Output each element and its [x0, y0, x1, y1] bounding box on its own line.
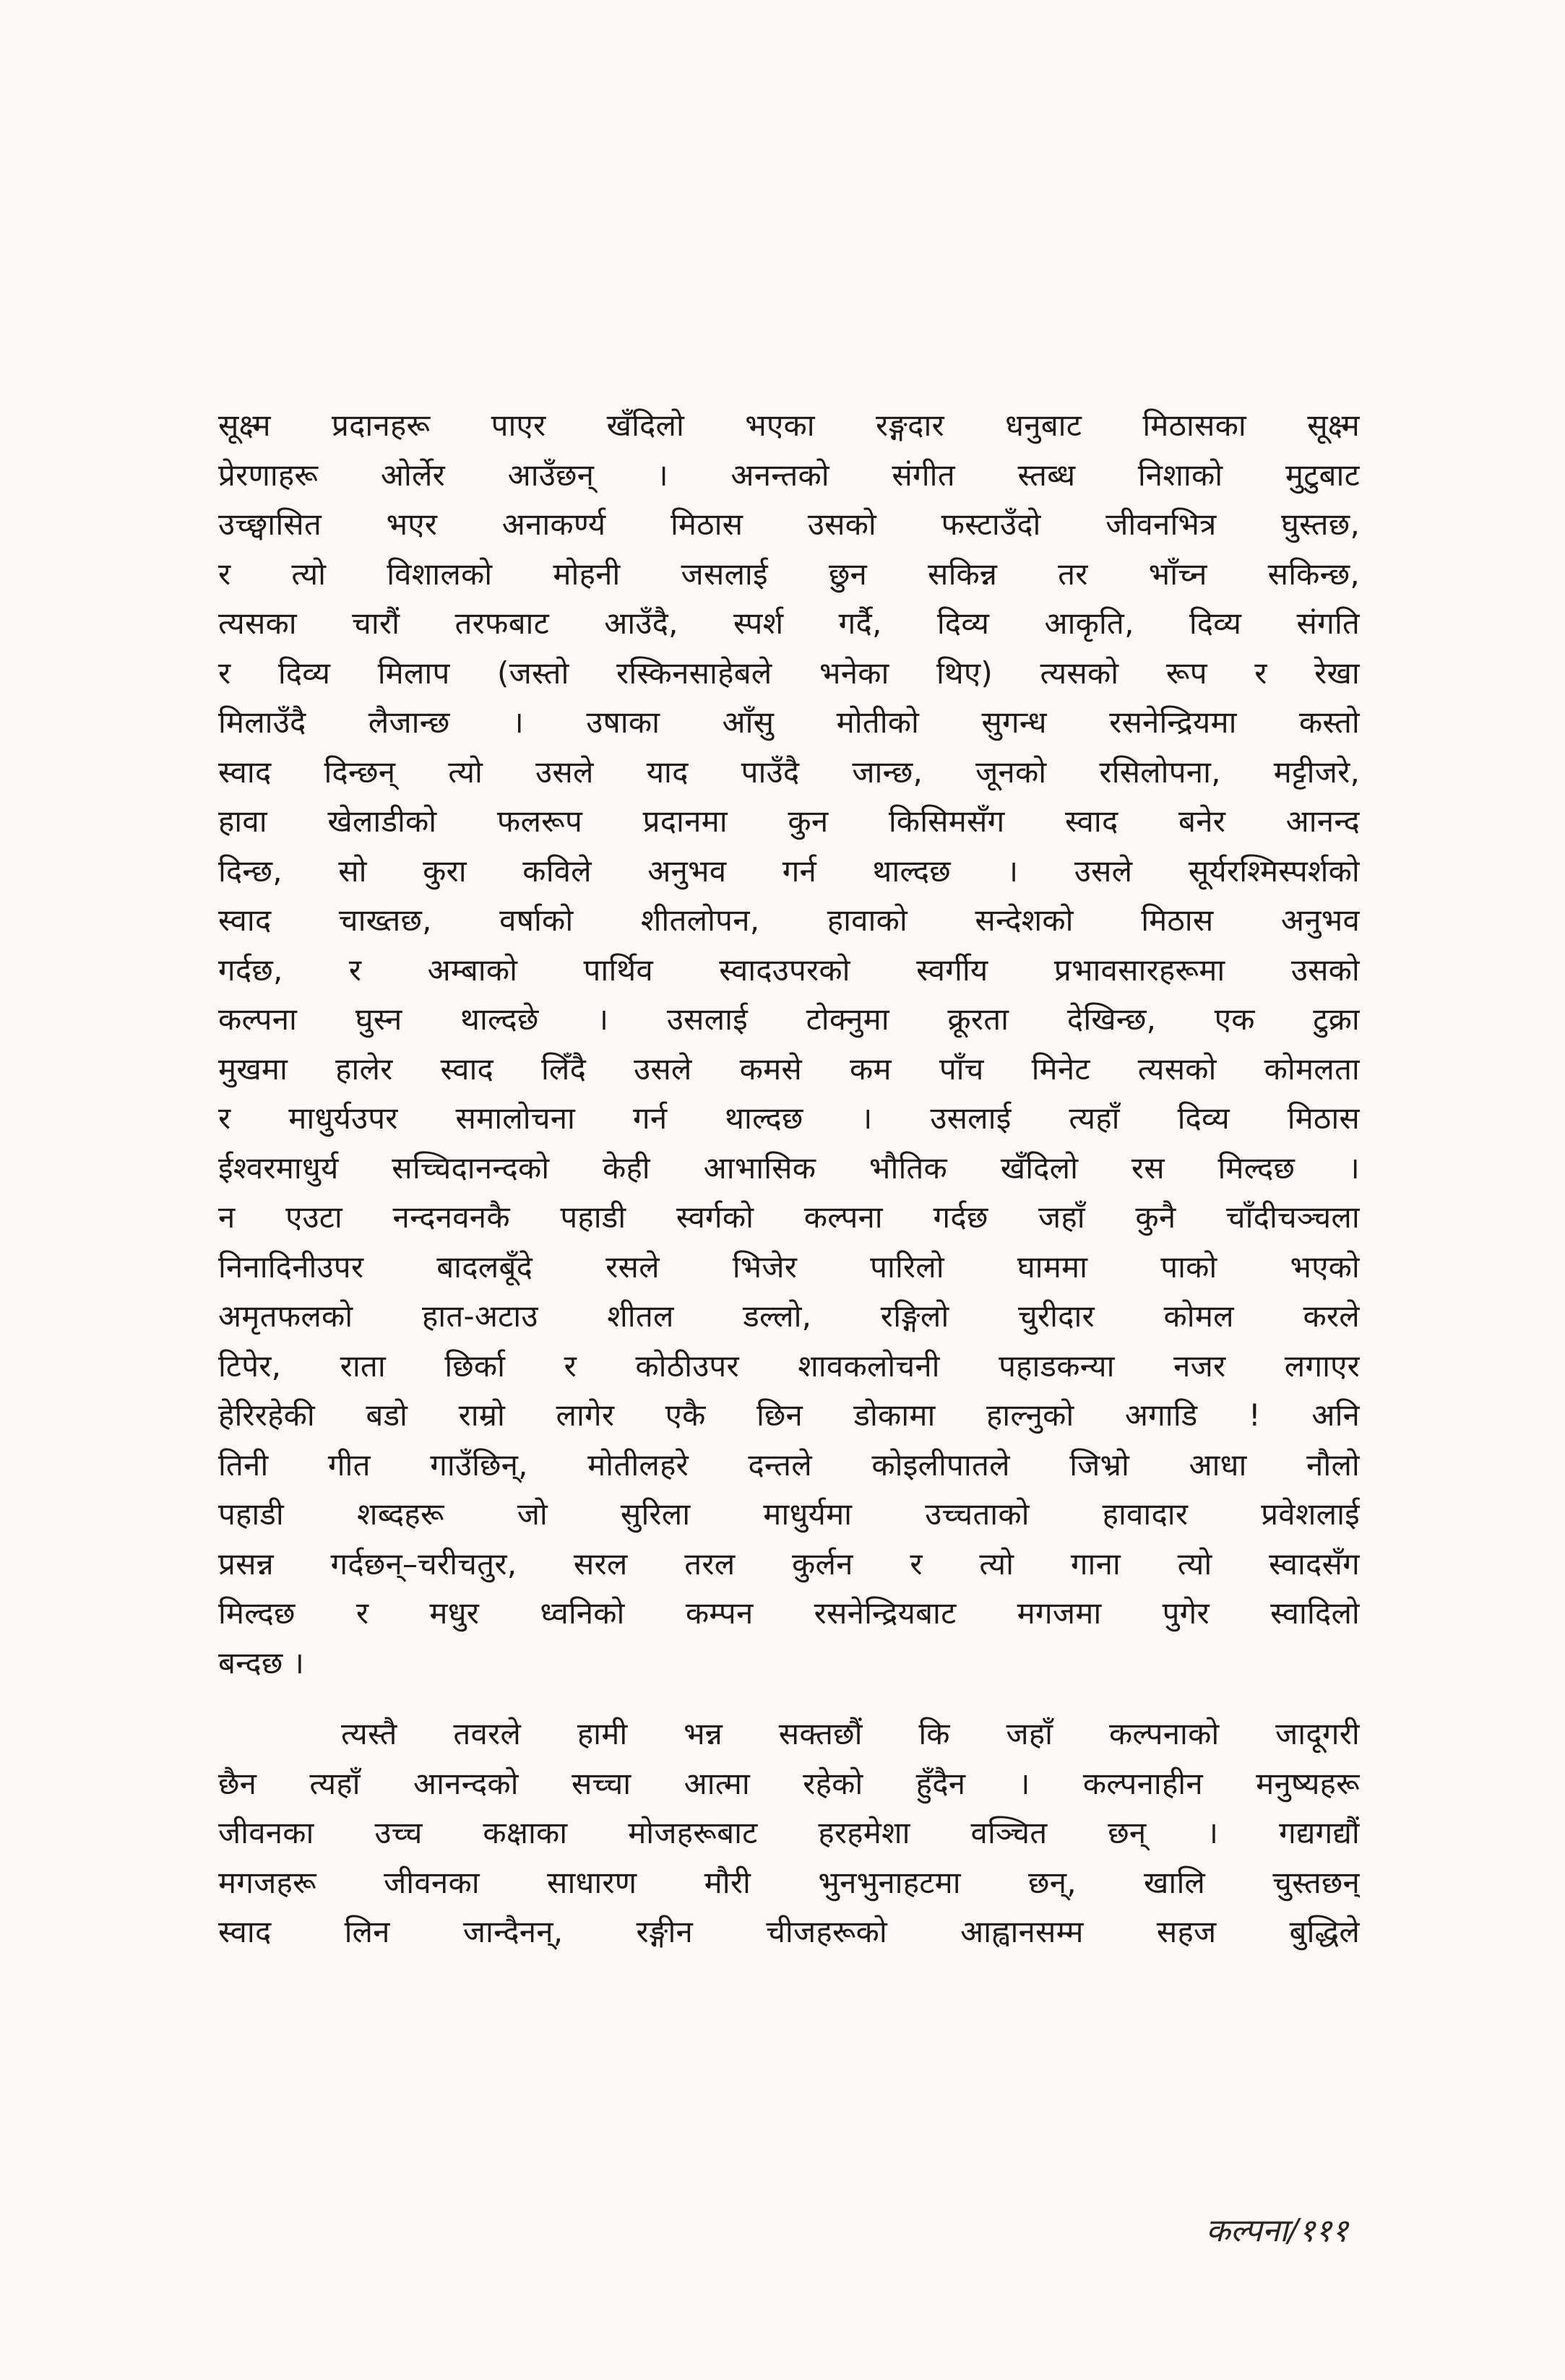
paragraph-gap	[218, 1688, 1360, 1709]
text-line: हावा खेलाडीको फलरूप प्रदानमा कुन किसिमसँग स्वाद बनेर आनन्द	[218, 803, 1360, 839]
text-line: पहाडी शब्दहरू जो सुरिला माधुर्यमा उच्चताको हावादार प्रवेशलाई	[218, 1496, 1360, 1532]
text-line: गर्दछ, र अम्बाको पार्थिव स्वादउपरको स्वर्गीय प्रभावसारहरूमा उसको	[218, 952, 1360, 988]
text-line: छैन त्यहाँ आनन्दको सच्चा आत्मा रहेको हुँदैन । कल्पनाहीन मनुष्यहरू	[218, 1765, 1360, 1801]
text-line: हेरिरहेकी बडो राम्रो लागेर एकै छिन डोकामा हाल्नुको अगाडि ! अनि	[218, 1397, 1360, 1433]
text-line: न एउटा नन्दनवनकै पहाडी स्वर्गको कल्पना गर्दछ जहाँ कुनै चाँदीचञ्चला	[218, 1199, 1360, 1235]
text-line: दिन्छ, सो कुरा कविले अनुभव गर्न थाल्दछ । उसले सूर्यरश्मिस्पर्शको	[218, 853, 1360, 889]
text-line: मुखमा हालेर स्वाद लिँदै उसले कमसे कम पाँच मिनेट त्यसको कोमलता	[218, 1051, 1360, 1087]
text-line: अमृतफलको हात-अटाउ शीतल डल्लो, रङ्गिलो चुरीदार कोमल करले	[218, 1298, 1360, 1334]
body-text	[218, 401, 1360, 1957]
text-line: मगजहरू जीवनका साधारण मौरी भुनभुनाहटमा छन्, खालि चुस्तछन्	[218, 1864, 1360, 1900]
text-line: बन्दछ ।	[218, 1644, 305, 1681]
text-line: र त्यो विशालको मोहनी जसलाई छुन सकिन्न तर भाँच्न सकिन्छ,	[218, 556, 1360, 592]
text-line: उच्छ्वासित भएर अनाकर्ण्य मिठास उसको फस्टाउँदो जीवनभित्र घुस्तछ,	[218, 506, 1360, 542]
text-line: निनादिनीउपर बादलबूँदे रसले भिजेर पारिलो घाममा पाको भएको	[218, 1249, 1360, 1285]
text-line: ईश्वरमाधुर्य सच्चिदानन्दको केही आभासिक भौतिक खँदिलो रस मिल्दछ ।	[218, 1150, 1360, 1186]
text-line: त्यस्तै तवरले हामी भन्न सक्तछौं कि जहाँ कल्पनाको जादूगरी	[341, 1716, 1360, 1751]
text-line: टिपेर, राता छिर्का र कोठीउपर शावकलोचनी पहाडकन्या नजर लगाएर	[218, 1348, 1360, 1384]
paragraph-1	[218, 401, 1360, 1688]
text-line: र माधुर्यउपर समालोचना गर्न थाल्दछ । उसलाई त्यहाँ दिव्य मिठास	[218, 1100, 1360, 1136]
text-line: स्वाद चाख्तछ, वर्षाको शीतलोपन, हावाको सन्देशको मिठास अनुभव	[218, 902, 1360, 938]
text-line: प्रसन्न गर्दछन्–चरीचतुर, सरल तरल कुर्लन र त्यो गाना त्यो स्वादसँग	[218, 1545, 1360, 1582]
text-line: त्यसका चारौं तरफबाट आउँदै, स्पर्श गर्दै, दिव्य आकृति, दिव्य संगति	[218, 605, 1360, 641]
paragraph-2	[218, 1709, 1360, 1957]
text-line: मिलाउँदै लैजान्छ । उषाका आँसु मोतीको सुगन्ध रसनेन्द्रियमा कस्तो	[218, 704, 1360, 740]
text-line: कल्पना घुस्न थाल्दछे । उसलाई टोक्नुमा क्रूरता देखिन्छ, एक टुक्रा	[218, 1001, 1360, 1037]
page-footer: कल्पना/१११	[1206, 2212, 1348, 2249]
text-line: र दिव्य मिलाप (जस्तो रस्किनसाहेबले भनेका थिए) त्यसको रूप र रेखा	[218, 655, 1360, 691]
text-line: तिनी गीत गाउँछिन्, मोतीलहरे दन्तले कोइलीपातले जिभ्रो आधा नौलो	[218, 1446, 1360, 1483]
text-line: स्वाद दिन्छन् त्यो उसले याद पाउँदै जान्छ, जूनको रसिलोपना, मट्टीजरे,	[218, 754, 1360, 790]
text-line: मिल्दछ र मधुर ध्वनिको कम्पन रसनेन्द्रियबाट मगजमा पुगेर स्वादिलो	[218, 1595, 1360, 1631]
text-line: जीवनका उच्च कक्षाका मोजहरूबाट हरहमेशा वञ्चित छन् । गद्यगद्यौं	[218, 1815, 1360, 1850]
text-line: स्वाद लिन जान्दैनन्, रङ्गीन चीजहरूको आह्वानसम्म सहज बुद्धिले	[218, 1914, 1360, 1949]
text-line: प्रेरणाहरू ओर्लेर आउँछन् । अनन्तको संगीत स्तब्ध निशाको मुटुबाट	[218, 457, 1360, 493]
text-line: सूक्ष्म प्रदानहरू पाएर खँदिलो भएका रङ्गदार धनुबाट मिठासका सूक्ष्म	[218, 408, 1360, 443]
